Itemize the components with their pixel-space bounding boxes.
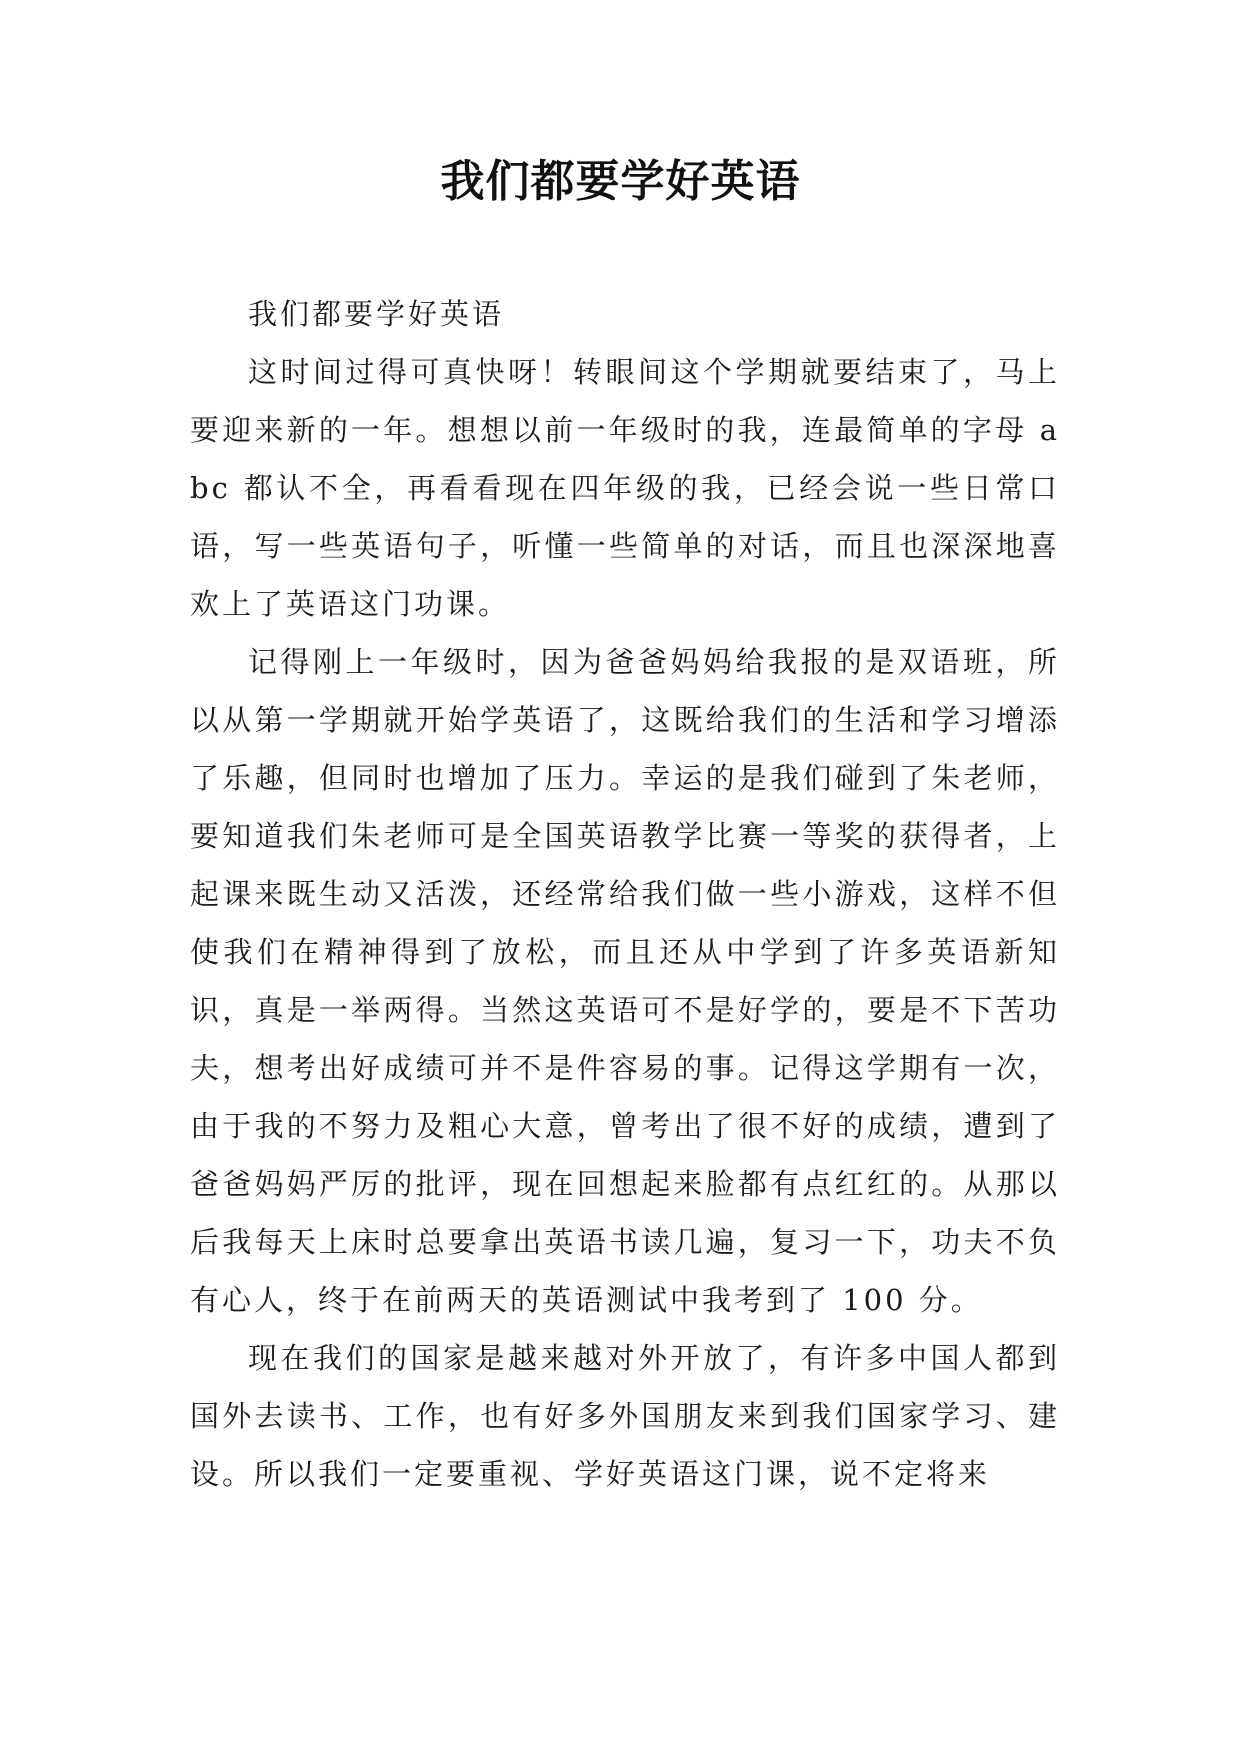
body-heading-paragraph: 我们都要学好英语	[248, 297, 505, 331]
body-paragraph-1: 这时间过得可真快呀！转眼间这个学期就要结束了，马上要迎来新的一年。想想以前一年级时的我，连最简单的字母 abc 都认不全，再看看现在四年级的我，已经会说一些日常口语，写一些英语句子，听懂一些简单的对话，而且也深深地喜欢上了英语这门功课。	[190, 355, 1060, 621]
body-paragraph-3: 现在我们的国家是越来越对外开放了，有许多中国人都到国外去读书、工作，也有好多外国朋友来到我们国家学习、建设。所以我们一定要重视、学好英语这门课，说不定将来	[190, 1341, 1060, 1491]
document-body	[190, 285, 1060, 1503]
body-paragraph-2: 记得刚上一年级时，因为爸爸妈妈给我报的是双语班，所以从第一学期就开始学英语了，这既给我们的生活和学习增添了乐趣，但同时也增加了压力。幸运的是我们碰到了朱老师，要知道我们朱老师可是全国英语教学比赛一等奖的获得者，上起课来既生动又活泼，还经常给我们做一些小游戏，这样不但使我们在精神得到了放松，而且还从中学到了许多英语新知识，真是一举两得。当然这英语可不是好学的，要是不下苦功夫，想考出好成绩可并不是件容易的事。记得这学期有一次，由于我的不努力及粗心大意，曾考出了很不好的成绩，遭到了爸爸妈妈严厉的批评，现在回想起来脸都有点红红的。从那以后我每天上床时总要拿出英语书读几遍，复习一下，功夫不负有心人，终于在前两天的英语测试中我考到了 100 分。	[190, 645, 1060, 1317]
document-title: 我们都要学好英语	[440, 156, 801, 207]
